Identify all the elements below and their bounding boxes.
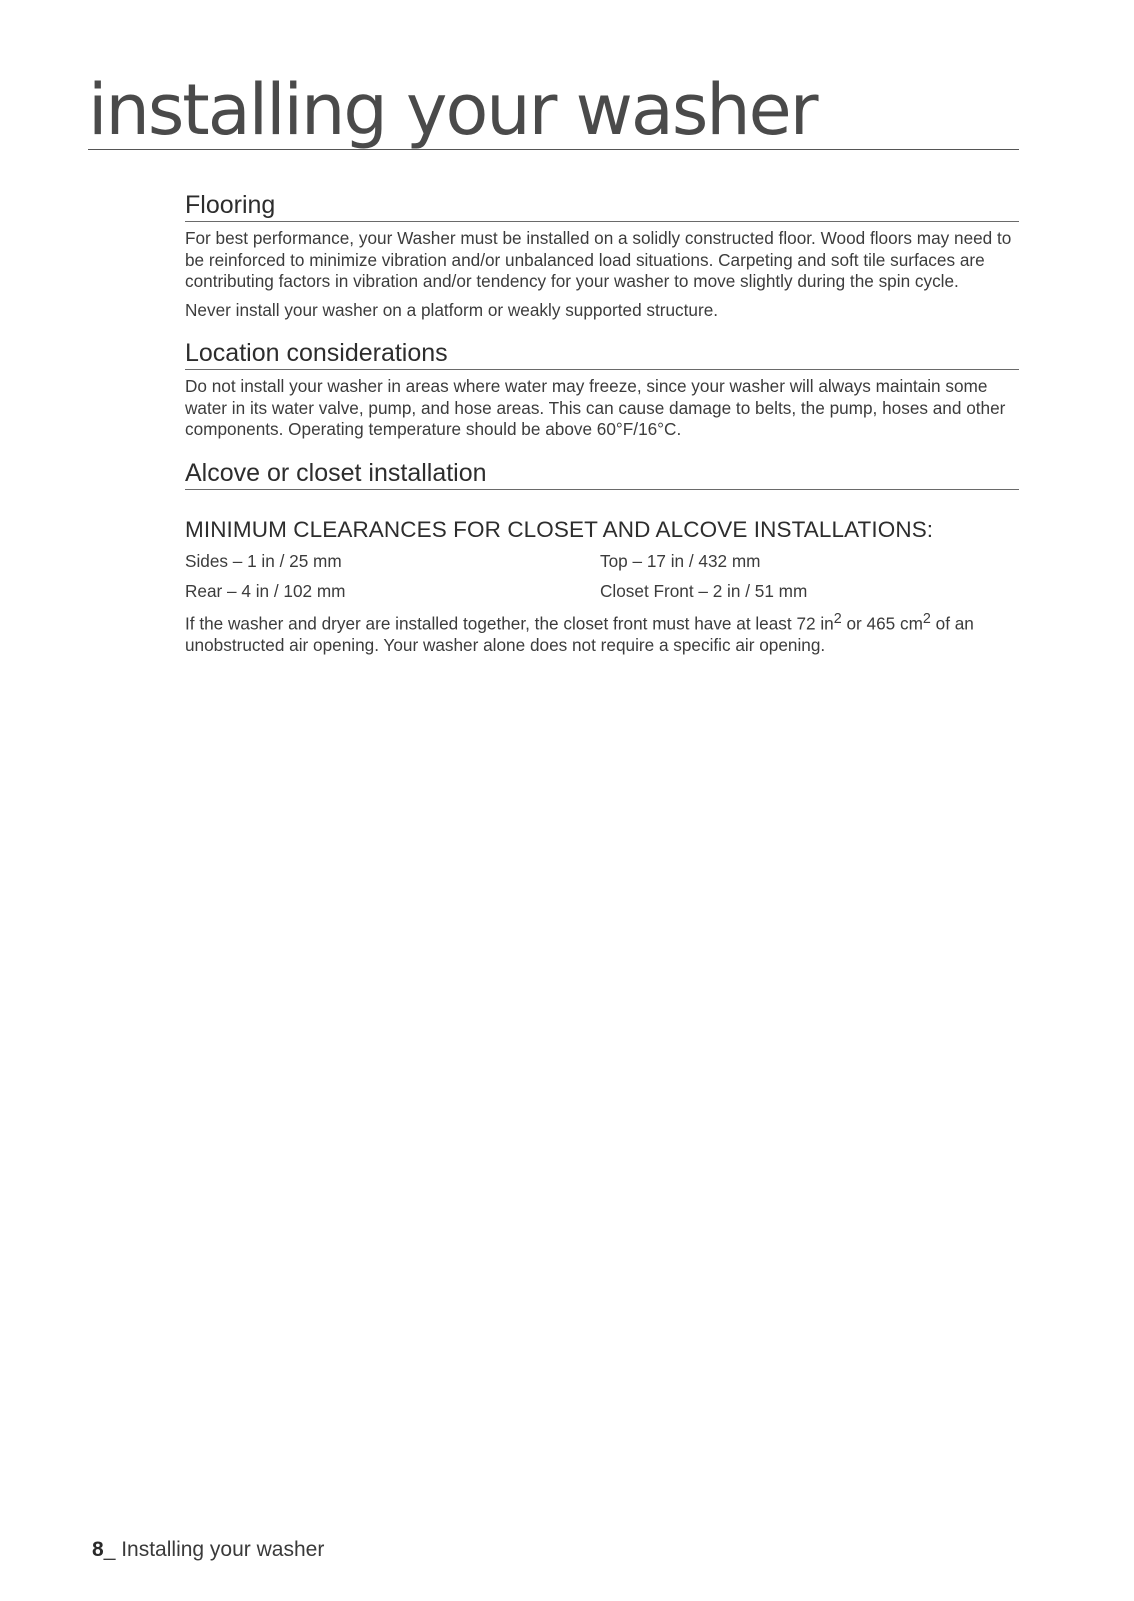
main-content (185, 190, 1019, 656)
air-opening-note-text-1: If the washer and dryer are installed together, the closet front must have at least 72 in (185, 613, 834, 634)
page-footer (92, 1538, 324, 1562)
clearance-rear: Rear – 4 in / 102 mm (185, 581, 346, 601)
footer-separator: _ (103, 1538, 116, 1561)
air-opening-note (185, 609, 1019, 657)
clearances-subheading: MINIMUM CLEARANCES FOR CLOSET AND ALCOVE INSTALLATIONS: (185, 516, 934, 542)
clearance-closet-front: Closet Front – 2 in / 51 mm (600, 581, 808, 601)
flooring-section (185, 190, 1019, 321)
superscript-squared-2: 2 (922, 610, 931, 627)
footer-section-label: Installing your washer (115, 1538, 325, 1561)
flooring-paragraph-1: For best performance, your Washer must be installed on a solidly constructed floor. Wood floors may need to be reinforced to minimize vibration and/or unbalanced load situations. Carpeting and soft tile surfaces are contributing factors in vibration and/or tendency for your washer to move slightly during the spin cycle. (185, 228, 1012, 291)
location-section (185, 338, 1019, 441)
alcove-heading: Alcove or closet installation (185, 458, 1019, 490)
clearances-table (185, 551, 1019, 612)
flooring-heading: Flooring (185, 190, 1019, 222)
page-number: 8 (92, 1538, 104, 1561)
flooring-paragraph-2: Never install your washer on a platform or weakly supported structure. (185, 299, 719, 320)
alcove-section (185, 458, 1019, 657)
clearance-top: Top – 17 in / 432 mm (600, 550, 761, 571)
location-heading: Location considerations (185, 338, 1019, 370)
clearance-sides: Sides – 1 in / 25 mm (185, 550, 342, 571)
location-paragraph: Do not install your washer in areas where water may freeze, since your washer will always maintain some water in its water valve, pump, and hose areas. This can cause damage to belts, the pump, hoses and other components. Operating temperature should be above 60°F/16°C. (185, 376, 1006, 439)
air-opening-note-text-2: or 465 cm (841, 613, 923, 634)
page-title: installing your washer (88, 82, 1019, 150)
air-opening-note-text-3: of an unobstructed air opening. Your washer alone does not require a specific air opening. (185, 613, 974, 655)
superscript-squared-1: 2 (833, 610, 842, 627)
